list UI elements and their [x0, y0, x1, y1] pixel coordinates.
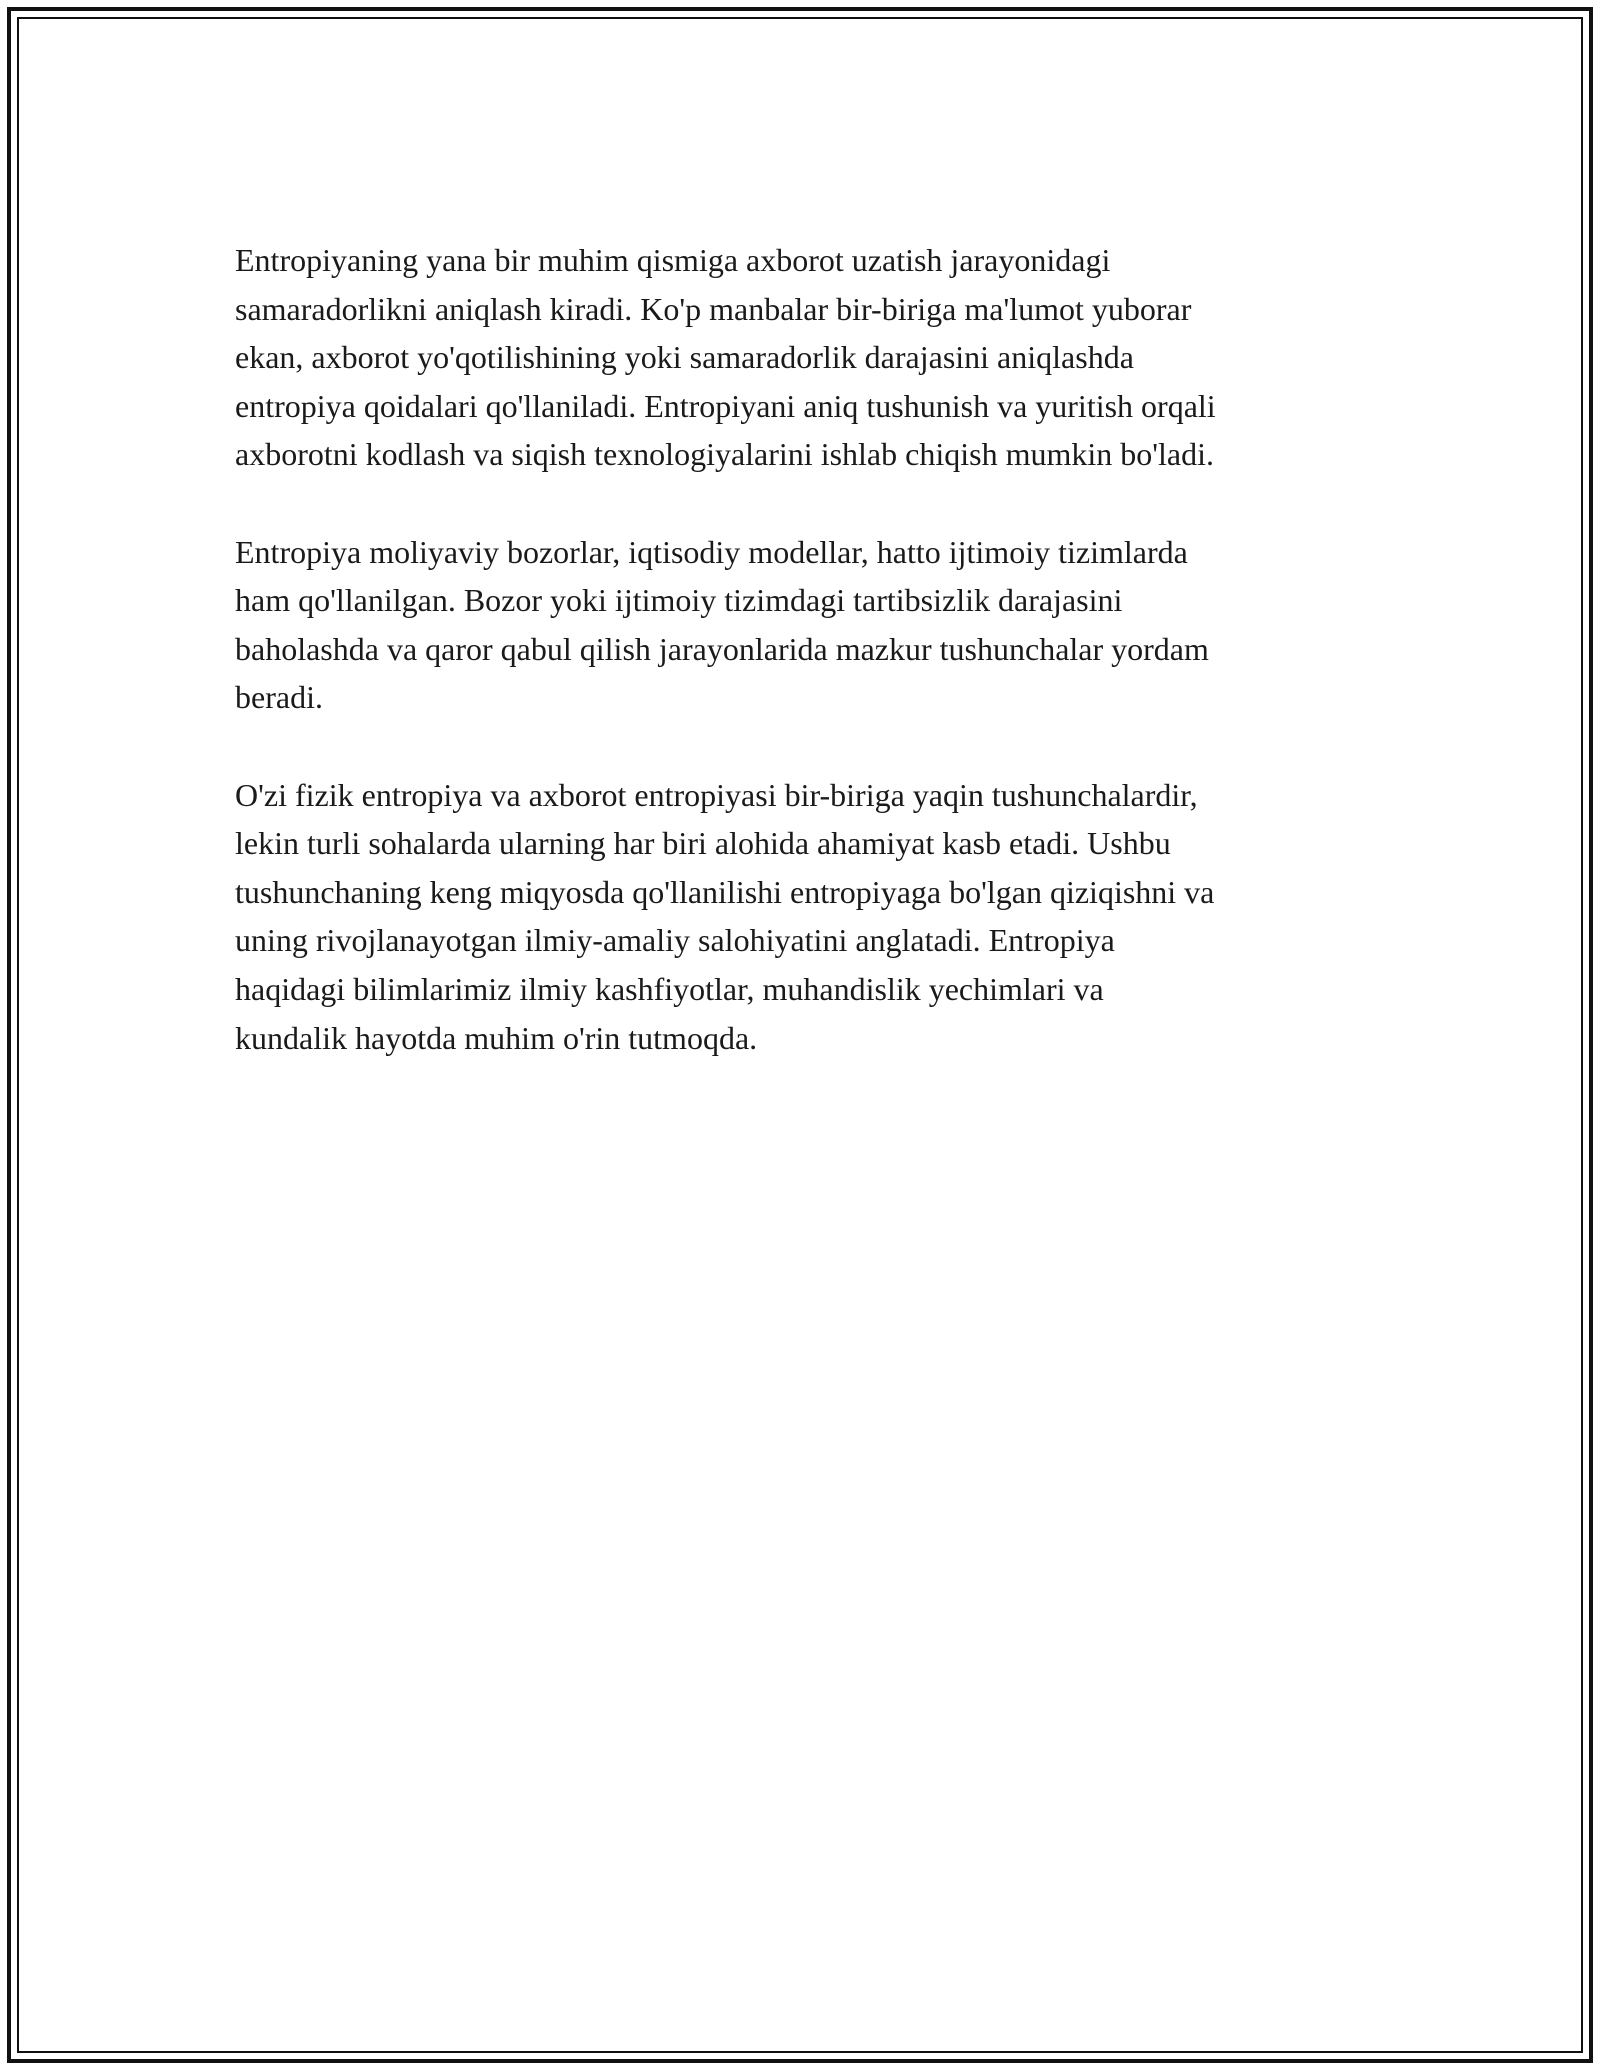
text-line: O'zi fizik entropiya va axborot entropiyasi bir-biriga yaqin tushunchalardir,: [235, 776, 1198, 813]
text-line: tushunchaning keng miqyosda qo'llanilishi entropiyaga bo'lgan qiziqishni va: [235, 873, 1215, 910]
text-line: haqidagi bilimlarimiz ilmiy kashfiyotlar, muhandislik yechimlari va: [235, 970, 1104, 1007]
paragraph-3: [235, 771, 1385, 1063]
text-line: Entropiyaning yana bir muhim qismiga axborot uzatish jarayonidagi: [235, 242, 1111, 278]
text-line: ham qo'llanilgan. Bozor yoki ijtimoiy tizimdagi tartibsizlik darajasini: [235, 582, 1123, 619]
text-line: kundalik hayotda muhim o'rin tutmoqda.: [235, 1019, 758, 1056]
text-line: lekin turli sohalarda ularning har biri alohida ahamiyat kasb etadi. Ushbu: [235, 825, 1171, 862]
document-body: [235, 236, 1385, 1111]
paragraph-1: [235, 236, 1385, 479]
text-line: samaradorlikni aniqlash kiradi. Ko'p manbalar bir-biriga ma'lumot yuborar: [235, 290, 1192, 327]
text-line: axborotni kodlash va siqish texnologiyalarini ishlab chiqish mumkin bo'ladi.: [235, 436, 1214, 473]
text-line: entropiya qoidalari qo'llaniladi. Entropiyani aniq tushunish va yuritish orqali: [235, 387, 1216, 424]
text-line: Entropiya moliyaviy bozorlar, iqtisodiy modellar, hatto ijtimoiy tizimlarda: [235, 533, 1188, 570]
text-line: uning rivojlanayotgan ilmiy-amaliy salohiyatini anglatadi. Entropiya: [235, 922, 1115, 959]
paragraph-2: [235, 528, 1385, 722]
text-line: beradi.: [235, 679, 323, 716]
text-line: ekan, axborot yo'qotilishining yoki samaradorlik darajasini aniqlashda: [235, 339, 1134, 376]
text-line: baholashda va qaror qabul qilish jarayonlarida mazkur tushunchalar yordam: [235, 630, 1209, 667]
